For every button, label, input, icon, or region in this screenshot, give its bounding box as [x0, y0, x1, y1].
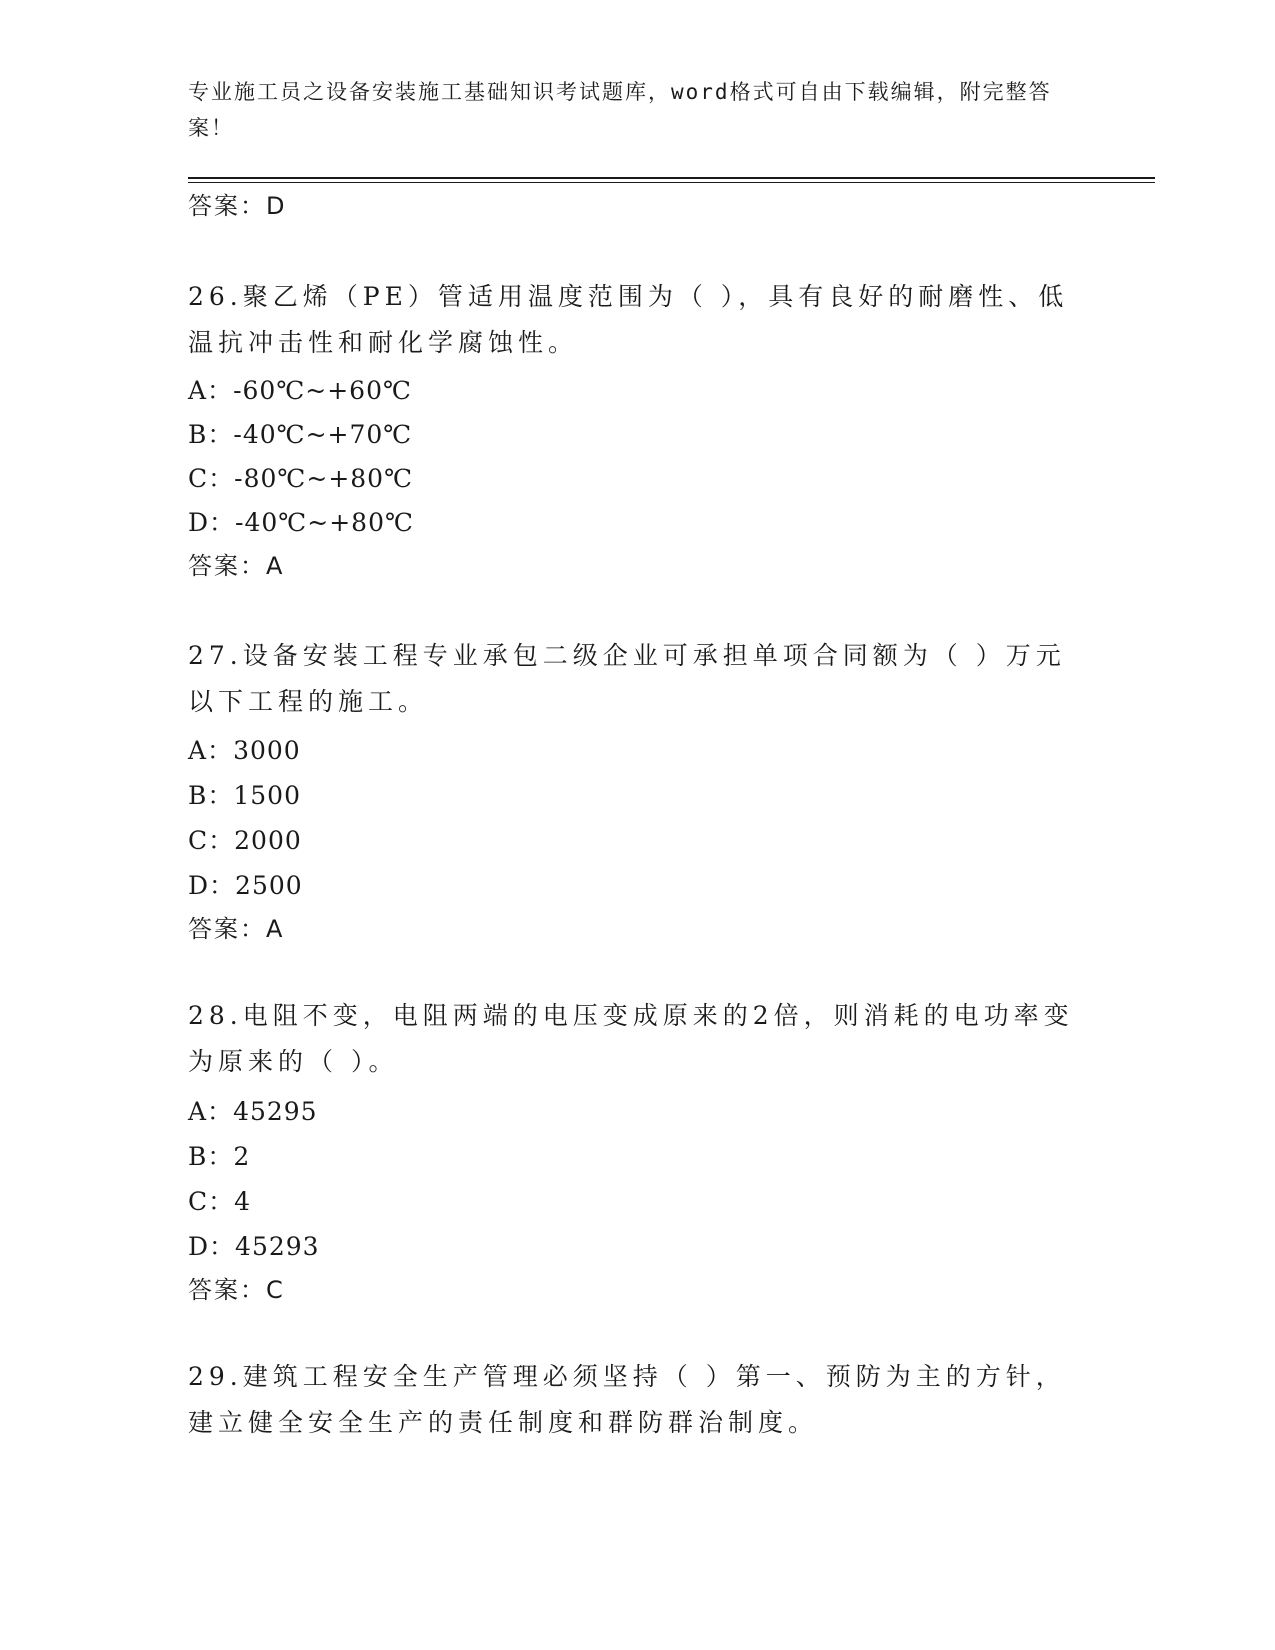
question-28-option-a	[188, 1097, 318, 1127]
option-letter: A：	[188, 1097, 234, 1126]
option-letter: C：	[188, 826, 235, 855]
header-divider-thin	[188, 182, 1155, 183]
option-letter: A：	[188, 376, 234, 405]
question-26-option-a	[188, 376, 412, 406]
question-26-option-b	[188, 420, 412, 450]
question-28-text: 28.电阻不变，电阻两端的电压变成原来的2倍，则消耗的电功率变为原来的（ ）。	[188, 1001, 1074, 1076]
option-text: 45293	[235, 1232, 320, 1261]
option-text: 2500	[235, 871, 303, 900]
option-text: 45295	[233, 1097, 318, 1126]
question-27-answer: 答案：A	[188, 915, 285, 943]
question-27-option-a	[188, 736, 301, 766]
option-text: 4	[234, 1187, 252, 1216]
question-26-option-c	[188, 464, 413, 494]
option-text: -80℃~+80℃	[234, 464, 414, 493]
option-letter: B：	[188, 420, 234, 449]
option-text: 3000	[233, 736, 301, 765]
option-letter: D：	[188, 508, 236, 537]
option-text: -40℃~+70℃	[233, 420, 413, 449]
header-divider-thick	[188, 177, 1155, 179]
question-27-option-b	[188, 781, 301, 811]
option-letter: B：	[188, 1142, 234, 1171]
question-28-answer: 答案：C	[188, 1276, 285, 1304]
option-text: 2000	[234, 826, 302, 855]
option-text: -60℃~+60℃	[233, 376, 412, 405]
question-29-text: 29.建筑工程安全生产管理必须坚持（ ）第一、预防为主的方针，建立健全安全生产的责任制度和群防群治制度。	[188, 1362, 1066, 1437]
option-letter: C：	[188, 464, 235, 493]
option-letter: D：	[188, 1232, 236, 1261]
question-27-option-d	[188, 871, 303, 901]
option-text: 2	[233, 1142, 251, 1171]
option-letter: C：	[188, 1187, 235, 1216]
document-header: 专业施工员之设备安装施工基础知识考试题库，word格式可自由下载编辑，附完整答案！	[188, 80, 1052, 140]
question-28-option-b	[188, 1142, 250, 1172]
question-27-option-c	[188, 826, 302, 856]
question-28-option-d	[188, 1232, 320, 1262]
question-26-option-d	[188, 508, 414, 538]
question-28-option-c	[188, 1187, 251, 1217]
question-27-text: 27.设备安装工程专业承包二级企业可承担单项合同额为（ ）万元以下工程的施工。	[188, 641, 1066, 716]
option-letter: B：	[188, 781, 234, 810]
question-26-answer: 答案：A	[188, 552, 285, 580]
option-text: -40℃~+80℃	[235, 508, 414, 537]
option-letter: A：	[188, 736, 234, 765]
previous-answer: 答案：D	[188, 192, 287, 220]
question-26-text: 26.聚乙烯（PE）管适用温度范围为（ ），具有良好的耐磨性、低温抗冲击性和耐化学腐蚀性。	[188, 282, 1069, 357]
option-letter: D：	[188, 871, 236, 900]
option-text: 1500	[233, 781, 301, 810]
